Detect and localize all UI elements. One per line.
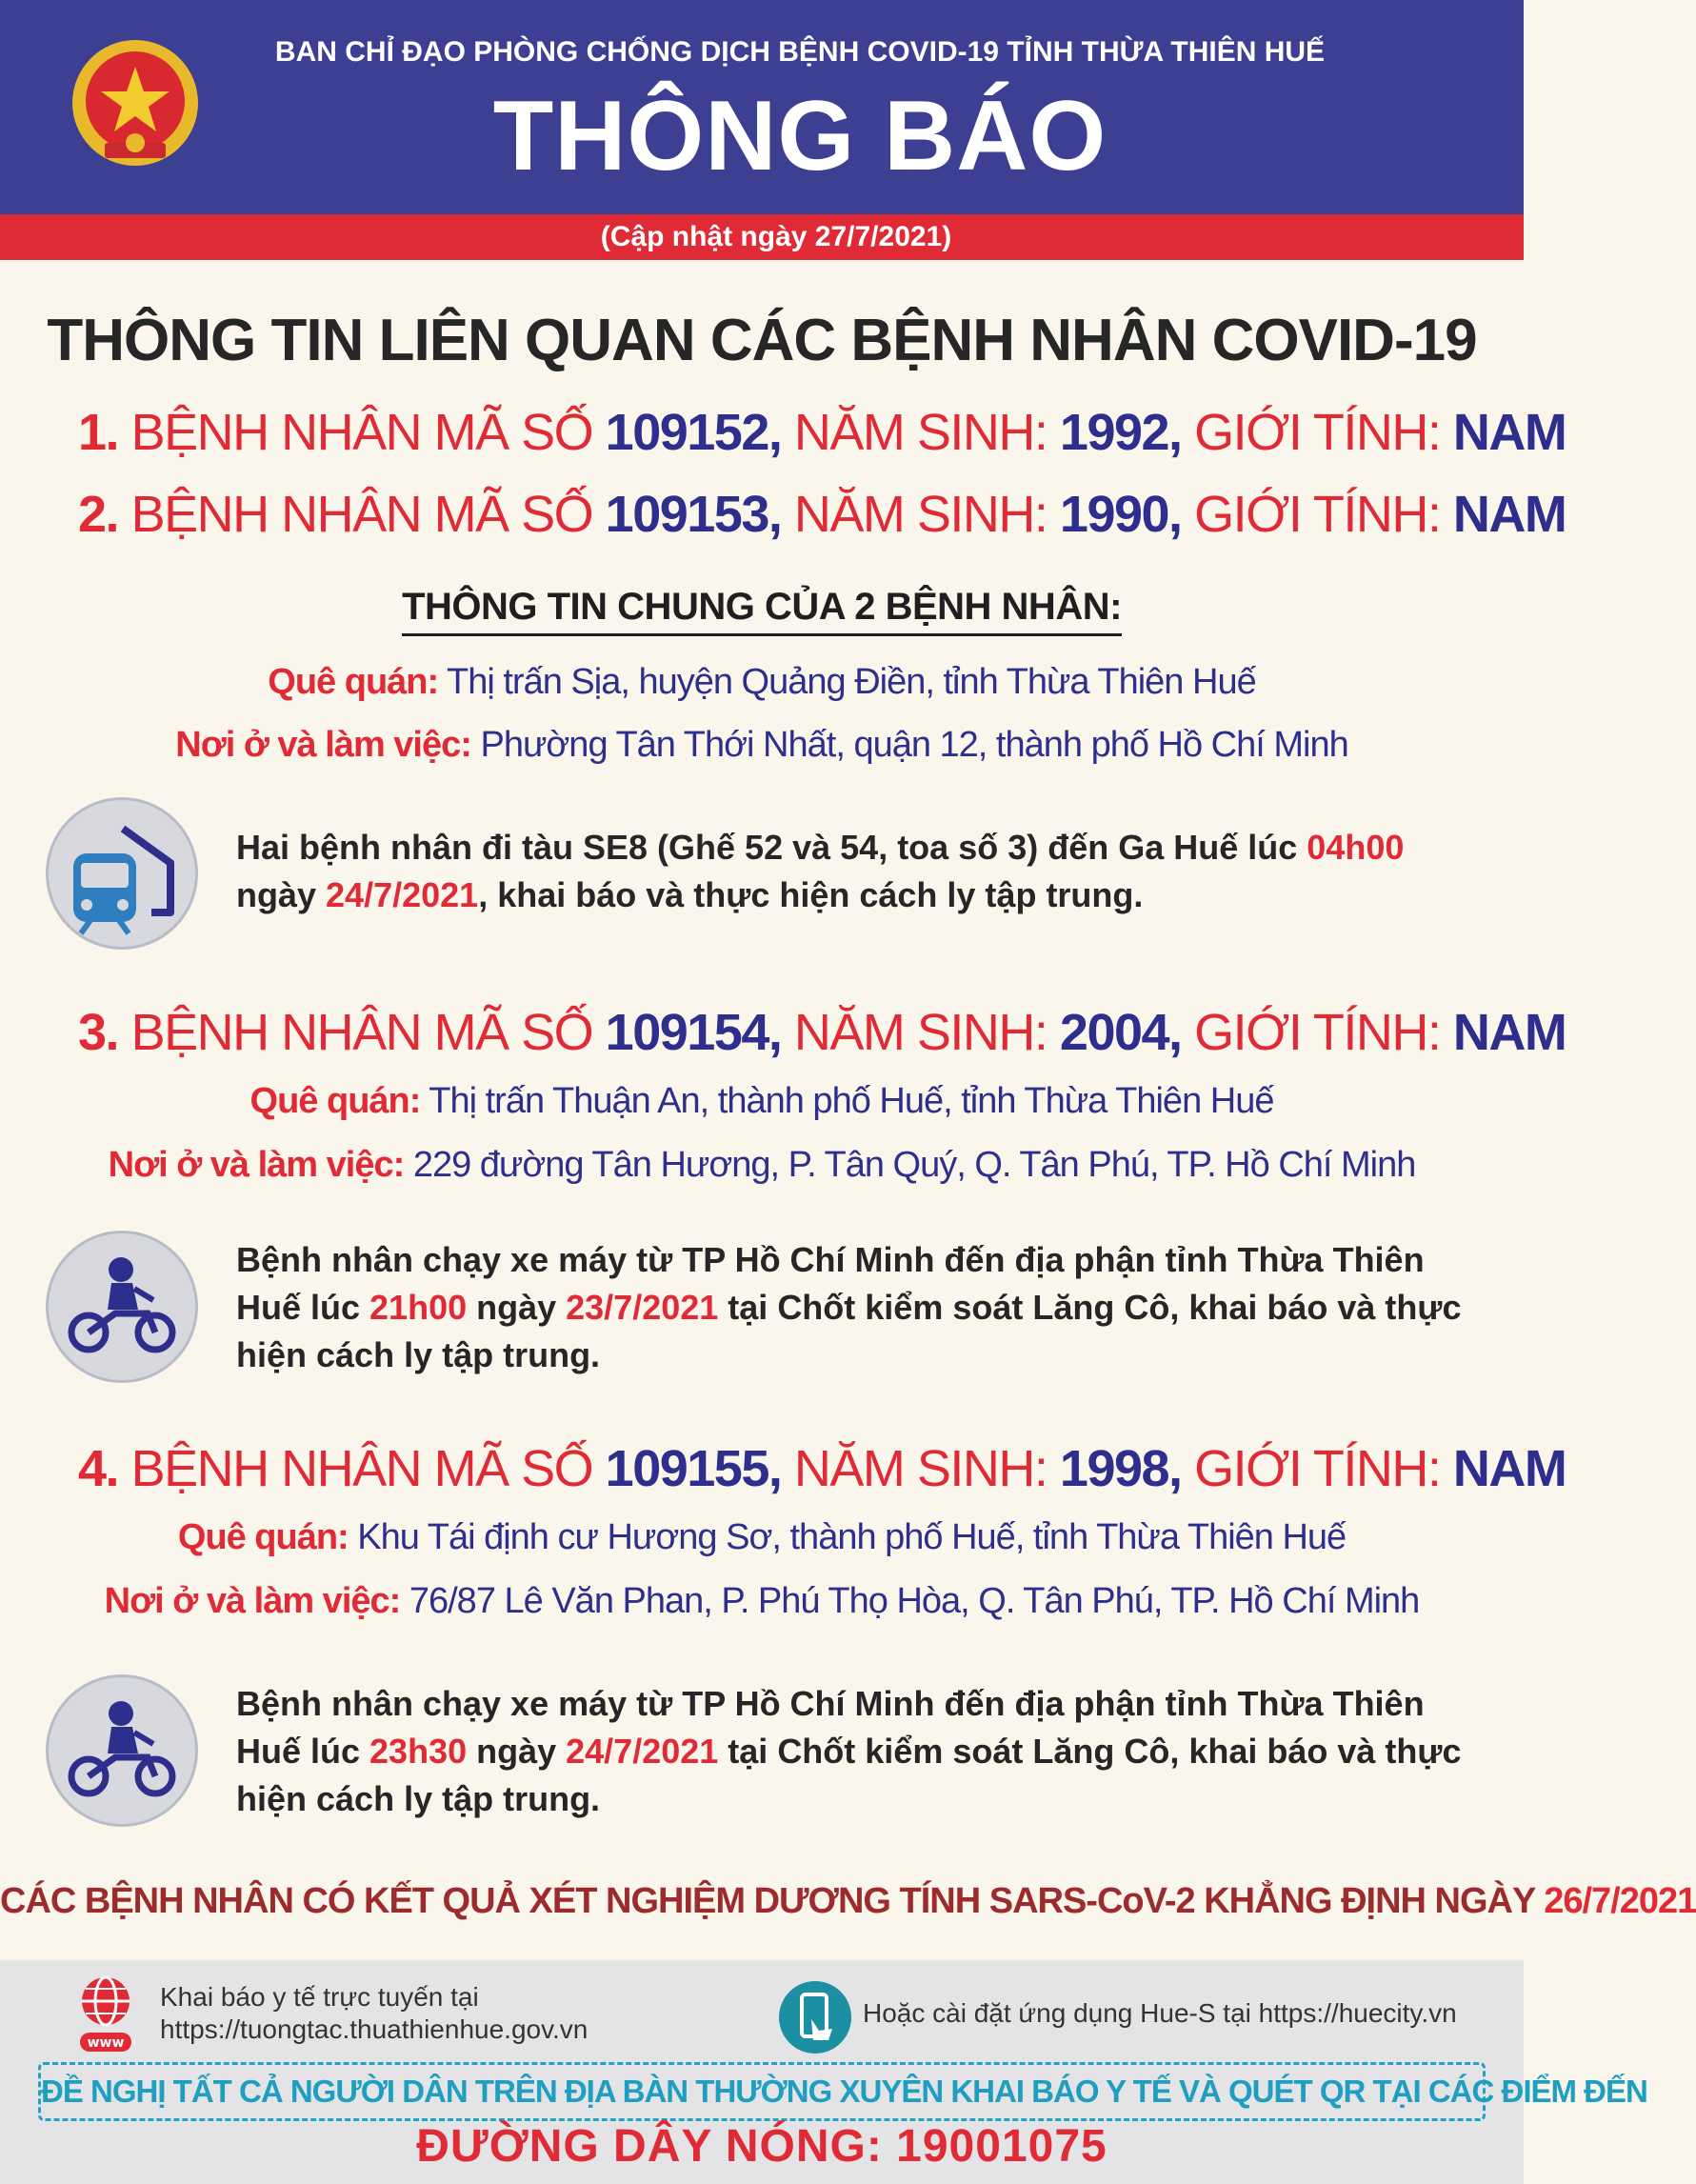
appeal-banner: ĐỀ NGHỊ TẤT CẢ NGƯỜI DÂN TRÊN ĐỊA BÀN THƯỜNG XUYÊN KHAI BÁO Y TẾ VÀ QUÉT QR TẠI CÁC ĐIỂM ĐẾN [38,2062,1486,2121]
travel-description-3: Bệnh nhân chạy xe máy từ TP Hồ Chí Minh đến địa phận tỉnh Thừa Thiên Huế lúc 23h30 ngày 24/7/2021 tại Chốt kiểm soát Lăng Cô, khai báo và thực hiện cách ly tập trung. [236,1684,1462,1818]
travel-description-1: Hai bệnh nhân đi tàu SE8 (Ghế 52 và 54, toa số 3) đến Ga Huế lúc 04h00 ngày 24/7/2021, khai báo và thực hiện cách ly tập trung. [236,828,1405,914]
phone-app-icon [779,1981,851,2054]
globe-icon [78,1974,133,2059]
train-icon [49,800,195,947]
common-hometown: Quê quán: Thị trấn Sịa, huyện Quảng Điền, tỉnh Thừa Thiên Huế [268,662,1256,702]
patient-4-hometown: Quê quán: Khu Tái định cư Hương Sơ, thành phố Huế, tỉnh Thừa Thiên Huế [177,1517,1347,1557]
motorbike-icon-circle [46,1674,198,1827]
common-info-title: THÔNG TIN CHUNG CỦA 2 BỆNH NHÂN: [0,586,1524,629]
travel-description-2: Bệnh nhân chạy xe máy từ TP Hồ Chí Minh đến địa phận tỉnh Thừa Thiên Huế lúc 21h00 ngày 23/7/2021 tại Chốt kiểm soát Lăng Cô, khai báo và thực hiện cách ly tập trung. [236,1240,1462,1374]
patient-3-hometown: Quê quán: Thị trấn Thuận An, thành phố Huế, tỉnh Thừa Thiên Huế [249,1081,1274,1121]
declare-info [160,1981,588,2046]
hotline[interactable]: ĐƯỜNG DÂY NÓNG: 19001075 [416,2121,1107,2172]
declare-text: Khai báo y tế trực tuyến tại [160,1982,479,2012]
motorbike-icon-circle [46,1231,198,1383]
train-icon-circle [46,797,198,950]
committee-name: BAN CHỈ ĐẠO PHÒNG CHỐNG DỊCH BỆNH COVID-19 TỈNH THỪA THIÊN HUẾ [274,36,1326,68]
app-install-link[interactable]: Hoặc cài đặt ứng dụng Hue-S tại https://huecity.vn [863,1998,1457,2028]
confirmation-note: CÁC BỆNH NHÂN CÓ KẾT QUẢ XÉT NGHIỆM DƯƠNG TÍNH SARS-CoV-2 KHẲNG ĐỊNH NGÀY 26/7/2021 [0,1881,1696,1921]
common-residence: Nơi ở và làm việc: Phường Tân Thới Nhất, quận 12, thành phố Hồ Chí Minh [175,725,1348,765]
patient-heading-1: 1. BỆNH NHÂN MÃ SỐ 109152, NĂM SINH: 1992, GIỚI TÍNH: NAM [78,404,1566,461]
www-label: www [87,2035,125,2051]
declare-url-link[interactable]: https://tuongtac.thuathienhue.gov.vn [160,2014,589,2044]
patient-4-residence: Nơi ở và làm việc: 76/87 Lê Văn Phan, P. Phú Thọ Hòa, Q. Tân Phú, TP. Hồ Chí Minh [104,1581,1420,1621]
motorbike-icon [49,1677,195,1824]
patient-heading-2: 2. BỆNH NHÂN MÃ SỐ 109153, NĂM SINH: 1990, GIỚI TÍNH: NAM [78,486,1566,543]
patient-heading-3: 3. BỆNH NHÂN MÃ SỐ 109154, NĂM SINH: 2004, GIỚI TÍNH: NAM [78,1004,1566,1061]
update-date: (Cập nhật ngày 27/7/2021) [0,214,1524,260]
patient-3-residence: Nơi ở và làm việc: 229 đường Tân Hương, P. Tân Quý, Q. Tân Phú, TP. Hồ Chí Minh [108,1145,1416,1185]
patient-heading-4: 4. BỆNH NHÂN MÃ SỐ 109155, NĂM SINH: 1998, GIỚI TÍNH: NAM [78,1440,1566,1497]
page-title: THÔNG BÁO [492,81,1107,191]
motorbike-icon [49,1233,195,1380]
section-title: THÔNG TIN LIÊN QUAN CÁC BỆNH NHÂN COVID-19 [47,308,1477,373]
